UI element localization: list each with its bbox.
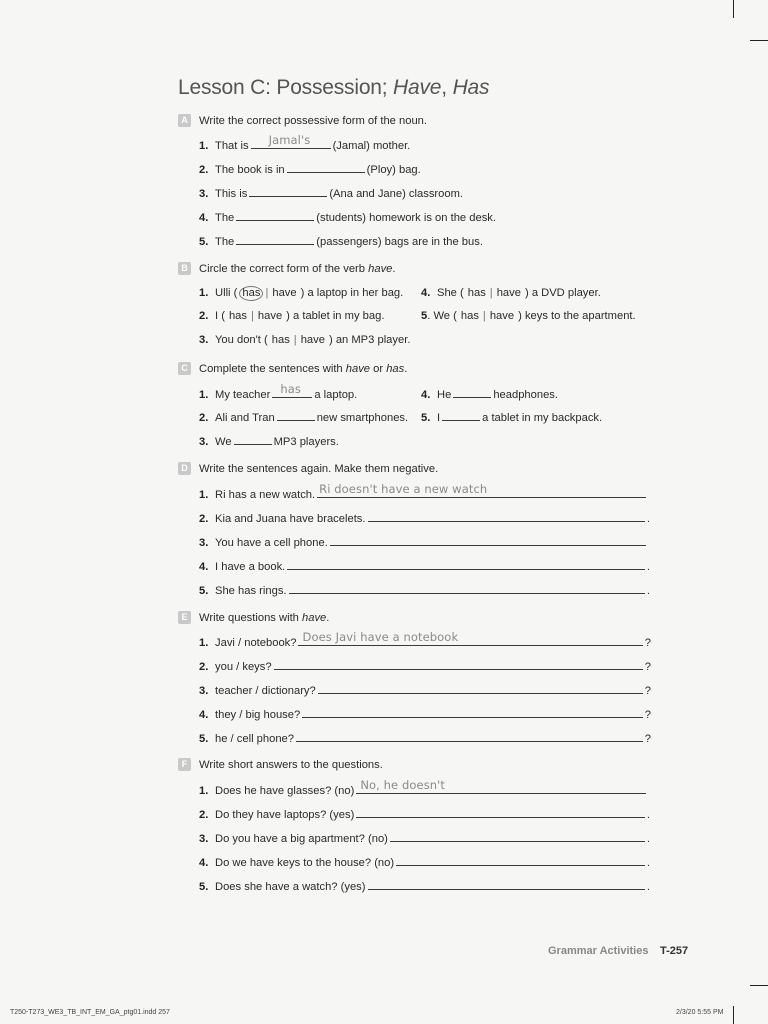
answer-blank[interactable] [296, 729, 643, 742]
option-has[interactable]: has [467, 287, 486, 299]
section-instruction: Complete the sentences with have or has. [199, 363, 408, 375]
exercise-item: 3. We MP3 players. [199, 432, 339, 448]
section-a-header [178, 113, 648, 129]
answer-blank[interactable] [302, 705, 643, 718]
option-have[interactable]: have [272, 287, 297, 299]
section-badge: A [178, 114, 191, 127]
option-have[interactable]: have [257, 310, 283, 322]
exercise-item: 1. Ri has a new watch. Ri doesn't have a new watch [199, 485, 648, 501]
section-instruction: Write the correct possessive form of the noun. [199, 115, 427, 127]
exercise-item: 5. he / cell phone? ? [199, 729, 651, 745]
option-have[interactable]: have [496, 287, 521, 299]
section-instruction: Circle the correct form of the verb have. [199, 263, 396, 275]
handwritten-answer: No, he doesn't [360, 778, 446, 792]
crop-mark [750, 40, 768, 41]
exercise-item: 3. You don't ( has | have ) an MP3 player. [199, 334, 411, 346]
answer-blank[interactable] [236, 208, 314, 221]
print-slug-date: 2/3/20 5:55 PM [676, 1009, 724, 1016]
answer-blank[interactable] [318, 681, 643, 694]
exercise-item: 2. I ( has | have ) a tablet in my bag. [199, 310, 385, 322]
exercise-item: 4. I have a book. . [199, 557, 650, 573]
answer-blank[interactable] [317, 482, 646, 498]
answer-blank[interactable] [298, 630, 642, 646]
print-slug-filename: T250-T273_WE3_TB_INT_EM_GA_ptg01.indd 257 [10, 1009, 170, 1016]
handwritten-answer: Ri doesn't have a new watch [319, 482, 488, 496]
exercise-item: 5. I a tablet in my backpack. [421, 408, 602, 424]
section-d-header [178, 461, 648, 477]
section-instruction: Write short answers to the questions. [199, 759, 383, 771]
section-badge: F [178, 758, 191, 771]
exercise-item: 1. My teacher has a laptop. [199, 382, 358, 401]
answer-blank[interactable] [390, 829, 645, 842]
option-have[interactable]: have [300, 334, 325, 346]
section-a [178, 113, 648, 253]
section-d [178, 461, 648, 601]
answer-blank[interactable] [249, 184, 327, 197]
answer-blank[interactable] [277, 408, 315, 421]
option-have[interactable]: have [489, 310, 515, 322]
exercise-item: 2. Do they have laptops? (yes) . [199, 805, 650, 821]
answer-blank[interactable] [356, 805, 645, 818]
section-badge: B [178, 262, 191, 275]
exercise-item: 5 . We ( has | have ) keys to the apartment. [421, 310, 636, 322]
answer-blank[interactable] [234, 432, 272, 445]
section-c-header [178, 361, 648, 377]
section-instruction: Write the sentences again. Make them negative. [199, 463, 439, 475]
answer-blank[interactable] [368, 877, 645, 890]
answer-blank[interactable] [289, 581, 645, 594]
section-e-header [178, 610, 648, 626]
option-has-circled[interactable]: has [239, 286, 263, 301]
answer-blank[interactable] [396, 853, 645, 866]
section-instruction: Write questions with have. [199, 612, 330, 624]
exercise-item: 1. Does he have glasses? (no) No, he doesn't [199, 781, 648, 797]
handwritten-answer: has [280, 382, 301, 396]
page-title: Lesson C: Possession; Have, Has [178, 76, 490, 99]
answer-blank[interactable] [274, 657, 643, 670]
exercise-item: 2. Kia and Juana have bracelets. . [199, 509, 650, 525]
section-f-header [178, 757, 648, 773]
section-badge: D [178, 462, 191, 475]
exercise-item: 4. they / big house? ? [199, 705, 651, 721]
exercise-item: 3. teacher / dictionary? ? [199, 681, 651, 697]
exercise-item: 5. Does she have a watch? (yes) . [199, 877, 650, 893]
section-e [178, 610, 651, 750]
exercise-item: 2. The book is in (Ploy) bag. [199, 160, 421, 176]
exercise-item: 4. He headphones. [421, 385, 558, 401]
exercise-item: 1. That is Jamal's (Jamal) mother. [199, 133, 411, 152]
exercise-item: 4. Do we have keys to the house? (no) . [199, 853, 650, 869]
section-badge: E [178, 611, 191, 624]
option-has[interactable]: has [271, 334, 290, 346]
exercise-item: 1. Ulli ( has | have ) a laptop in her bag. [199, 287, 404, 299]
option-has[interactable]: has [460, 310, 479, 322]
section-c [178, 361, 648, 451]
answer-blank[interactable] [453, 385, 491, 398]
exercise-item: 5. The (passengers) bags are in the bus. [199, 232, 483, 248]
exercise-item: 2. you / keys? ? [199, 657, 651, 673]
exercise-item: 4. She ( has | have ) a DVD player. [421, 287, 601, 299]
exercise-item: 3. This is (Ana and Jane) classroom. [199, 184, 463, 200]
answer-blank[interactable] [251, 133, 331, 149]
page-number: T-257 [660, 945, 689, 957]
section-badge: C [178, 362, 191, 375]
exercise-item: 4. The (students) homework is on the desk. [199, 208, 496, 224]
answer-blank[interactable] [272, 382, 312, 398]
answer-blank[interactable] [330, 533, 646, 546]
answer-blank[interactable] [236, 232, 314, 245]
exercise-item: 5. She has rings. . [199, 581, 650, 597]
section-f [178, 757, 648, 897]
handwritten-answer: Jamal's [268, 133, 311, 147]
answer-blank[interactable] [287, 557, 645, 570]
crop-mark [733, 0, 734, 18]
answer-blank[interactable] [287, 160, 365, 173]
exercise-item: 1. Javi / notebook? Does Javi have a notebook ? [199, 630, 651, 649]
footer-section-label: Grammar Activities [548, 945, 649, 957]
answer-blank[interactable] [368, 509, 645, 522]
option-has[interactable]: has [228, 310, 247, 322]
answer-blank[interactable] [356, 778, 646, 794]
crop-mark [733, 1006, 734, 1024]
crop-mark [750, 985, 768, 986]
exercise-item: 3. You have a cell phone. [199, 533, 648, 549]
exercise-item: 2. Ali and Tran new smartphones. [199, 408, 408, 424]
section-b-header [178, 261, 648, 277]
handwritten-answer: Does Javi have a notebook [302, 630, 459, 644]
answer-blank[interactable] [442, 408, 480, 421]
exercise-item: 3. Do you have a big apartment? (no) . [199, 829, 650, 845]
section-b [178, 261, 648, 351]
